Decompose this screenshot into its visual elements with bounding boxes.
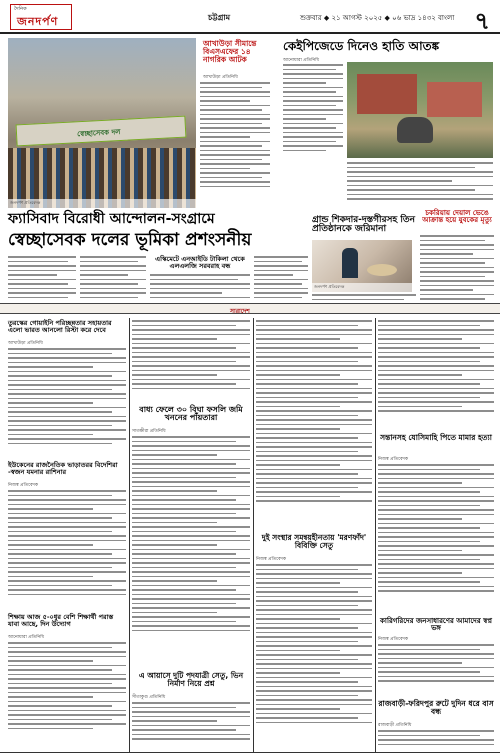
rally-photo: [8, 38, 196, 208]
border-story-body: [200, 82, 270, 202]
logo-text: জনদর্পণ: [17, 15, 59, 28]
elephant-photo: [347, 62, 493, 158]
bottom-story-6-byline: সীতাকুণ্ড প্রতিনিধি: [132, 695, 166, 700]
bottom-story-3-byline: আনোয়ারা প্রতিনিধি: [8, 635, 45, 640]
column-rule: [129, 318, 130, 752]
hotel-photo-caption: জনদর্পণ প্রতিবেদক: [312, 283, 412, 292]
border-story-byline: আখাউড়া প্রতিনিধি: [203, 75, 238, 80]
bottom-story-4-byline: সাতক্ষীরা প্রতিনিধি: [132, 429, 166, 434]
lease-headline: এস্কিমেটে এনআইডি টাকিলা থেকে এলএলজি সরবরাহ বন্ধ: [155, 255, 245, 270]
main-headline-line1: ফ্যাসিবাদ বিরোধী আন্দোলন-সংগ্রামে: [8, 211, 215, 227]
elephant-story-headline: কেইপিজেডে দিনেও হাতি আতঙ্ক: [283, 39, 440, 53]
bottom-story-7-body: [378, 644, 494, 694]
bottom-story-8-body: [378, 730, 494, 752]
hotel-body: [312, 294, 416, 302]
hotel-photo: [312, 240, 412, 292]
column-rule: [375, 318, 376, 752]
logo-small-label: দৈনিক: [14, 6, 27, 12]
bottom-story-1-headline: তুরস্কের গোয়াইনি পরিচ্ছন্নতার সহায়তার এলো ভারত আনলো রিস্টা করে দেবে: [8, 319, 112, 334]
bottom-story-9-byline: নিজস্ব প্রতিবেদক: [378, 457, 409, 462]
bottom-story-7-byline: নিজস্ব প্রতিবেদক: [378, 637, 409, 642]
column-rule: [253, 318, 254, 752]
officer-figure: [342, 248, 358, 278]
main-story-col1: [8, 256, 76, 301]
masthead: [0, 0, 500, 34]
section-band: [0, 303, 500, 314]
column2-top-body: [132, 320, 250, 404]
factory-building: [427, 82, 482, 117]
rally-photo-caption: জনদর্পণ প্রতিবেদক: [8, 199, 196, 208]
bottom-story-9-headline: সন্তানসহ যোসিমাহি পিতে মামার হত্যা: [380, 433, 492, 442]
elephant-story-continued: [347, 162, 493, 202]
factory-building: [357, 74, 417, 114]
main-story-col2: [80, 256, 146, 301]
column4-top-body: [378, 320, 494, 430]
border-story-headline: আখাউড়া সীমান্তে বিএসএফের ১৪ নাগরিক আটক: [203, 39, 257, 64]
edition-date: শুক্রবার ◆ ২১ আগস্ট ২০২৫ ◆ ০৬ ভাদ্র ১৪৩২ বাংলা: [300, 14, 455, 22]
main-headline-line2: স্বেচ্ছাসেবক দলের ভূমিকা প্রশংসনীয়: [8, 230, 252, 250]
border-story: [200, 38, 270, 74]
bottom-story-3-body: [8, 642, 126, 750]
column3-top-body: [256, 320, 372, 530]
page-bottom-rule: [0, 752, 500, 753]
bottom-story-2-headline: ইউকেনের রাজনৈতিক ভাড়াতরর বিদেশিরা -স্বজন যমনার রাশিনার: [8, 461, 118, 476]
elephant-story-byline: আনোয়ারা প্রতিনিধি: [283, 58, 320, 63]
lease-body: [150, 274, 250, 301]
bottom-story-8-byline: রাজবাড়ী প্রতিনিধি: [378, 723, 412, 728]
food-plate: [367, 264, 397, 276]
bottom-story-5-byline: নিজস্ব প্রতিবেদক: [256, 557, 287, 562]
section-band-title: সারাদেশ: [230, 308, 250, 315]
hotel-fine-headline: গ্রান্ড শিকদার-দস্তগীরসহ তিন প্রতিষ্ঠানকে জরিমানা: [312, 215, 416, 235]
accident-body: [420, 235, 494, 301]
bottom-story-4-headline: বাধ্য ফেলে ৩০ বিঘা ফসলি জমি খননের পাঁয়তারা: [139, 405, 243, 423]
rally-banner: [16, 116, 187, 147]
bottom-story-1-byline: আখাউড়া প্রতিনিধি: [8, 341, 43, 346]
bottom-story-2-body: [8, 490, 126, 610]
edition-city: চট্টগ্রাম: [208, 13, 231, 22]
page-number: ৭: [474, 6, 490, 35]
bottom-story-2-byline: নিজস্ব প্রতিবেদক: [8, 483, 39, 488]
bottom-story-3-headline: শিক্ষায় আজ ৫-০ধুর বেশি শিক্ষার্থী পরাস্ত যাবা আছে, দিন উদ্যোগ: [8, 613, 114, 628]
bottom-story-6-headline: এ আয়াসে দুটি পদযাত্রী সেতু, ভিন নির্মাণ নিয়ে প্রশ্ন: [138, 671, 244, 688]
elephant-story-body: [283, 64, 343, 160]
bottom-story-6-body: [132, 702, 250, 750]
bottom-story-5-headline: দুই সংস্থার সমন্বয়হীনতায় 'মরণফাঁদ' বিবিক্তি সেতু: [261, 533, 367, 550]
bottom-story-9-body: [378, 464, 494, 614]
bottom-story-8-headline: রাজবাড়ী-ফরিদপুর রুটে দুদিন ধরে বাস বন্ধ: [378, 699, 494, 716]
elephant-figure: [397, 117, 433, 143]
bottom-story-4-body: [132, 436, 250, 666]
newspaper-logo: [10, 4, 72, 30]
bottom-story-5-body: [256, 564, 372, 750]
main-story-col3: [254, 256, 308, 301]
accident-headline: চকরিয়ায় দেয়াল ভেঙে আক্রান্ত হয়ে যুবকের মৃত্যু: [422, 209, 492, 225]
rally-banner-text: স্বেচ্ছাসেবক দল: [76, 127, 121, 139]
bottom-story-1-body: [8, 348, 126, 458]
bottom-story-7-headline: কারিগরিদের জনসাধারণের আমাদের স্বপ্ন ভঙ্গ: [380, 617, 492, 633]
